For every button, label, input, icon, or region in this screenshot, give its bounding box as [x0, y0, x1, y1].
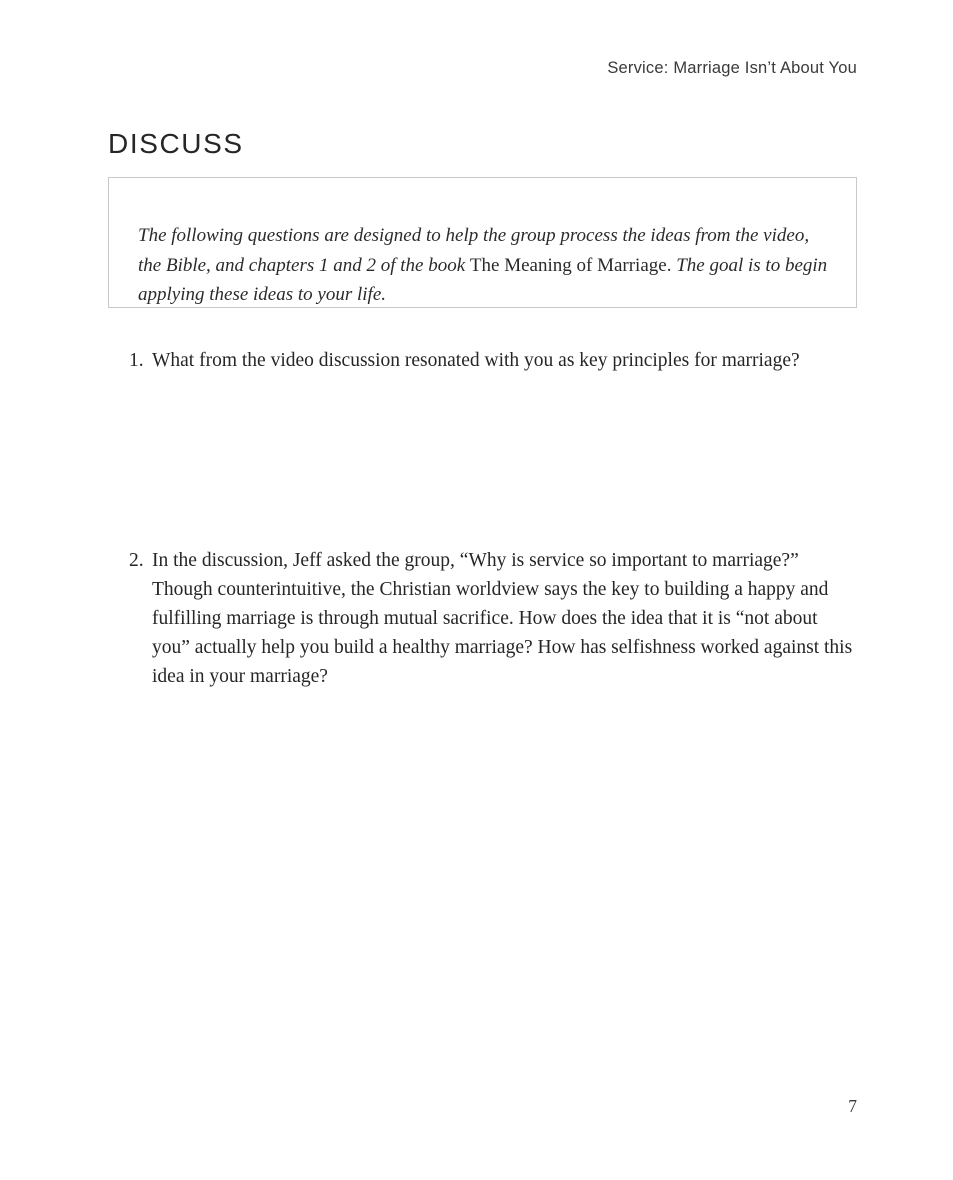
- answer-space: [108, 375, 857, 546]
- intro-callout-text: [138, 221, 830, 310]
- intro-callout-box: [108, 177, 857, 308]
- question-text: What from the video discussion resonated with you as key principles for marriage?: [152, 350, 800, 371]
- discussion-question-list: [108, 346, 857, 691]
- page-title: DISCUSS: [108, 127, 244, 159]
- question-text: In the discussion, Jeff asked the group, “Why is service so important to marriage?” Though counterintuitive, the Christian worldview says the key to building a happy and fulfilling marriage is through mutual sacrifice. How does the idea that it is “not about you” actually help you build a healthy marriage? How has selfishness worked against this idea in your marriage?: [152, 550, 853, 687]
- book-title: The Meaning of Marriage.: [469, 254, 672, 276]
- intro-text-part-2: The goal is to begin applying these ideas to your life.: [138, 254, 828, 305]
- question-item: [108, 546, 857, 691]
- page-number: 7: [848, 1096, 857, 1116]
- question-marker: 2.: [129, 550, 144, 571]
- question-marker: 1.: [129, 350, 144, 371]
- running-header: Service: Marriage Isn’t About You: [607, 59, 857, 77]
- question-item: [108, 346, 857, 375]
- intro-text-part-1: The following questions are designed to help the group process the ideas from the video, the Bible, and chapters 1 and 2 of the book: [138, 225, 810, 276]
